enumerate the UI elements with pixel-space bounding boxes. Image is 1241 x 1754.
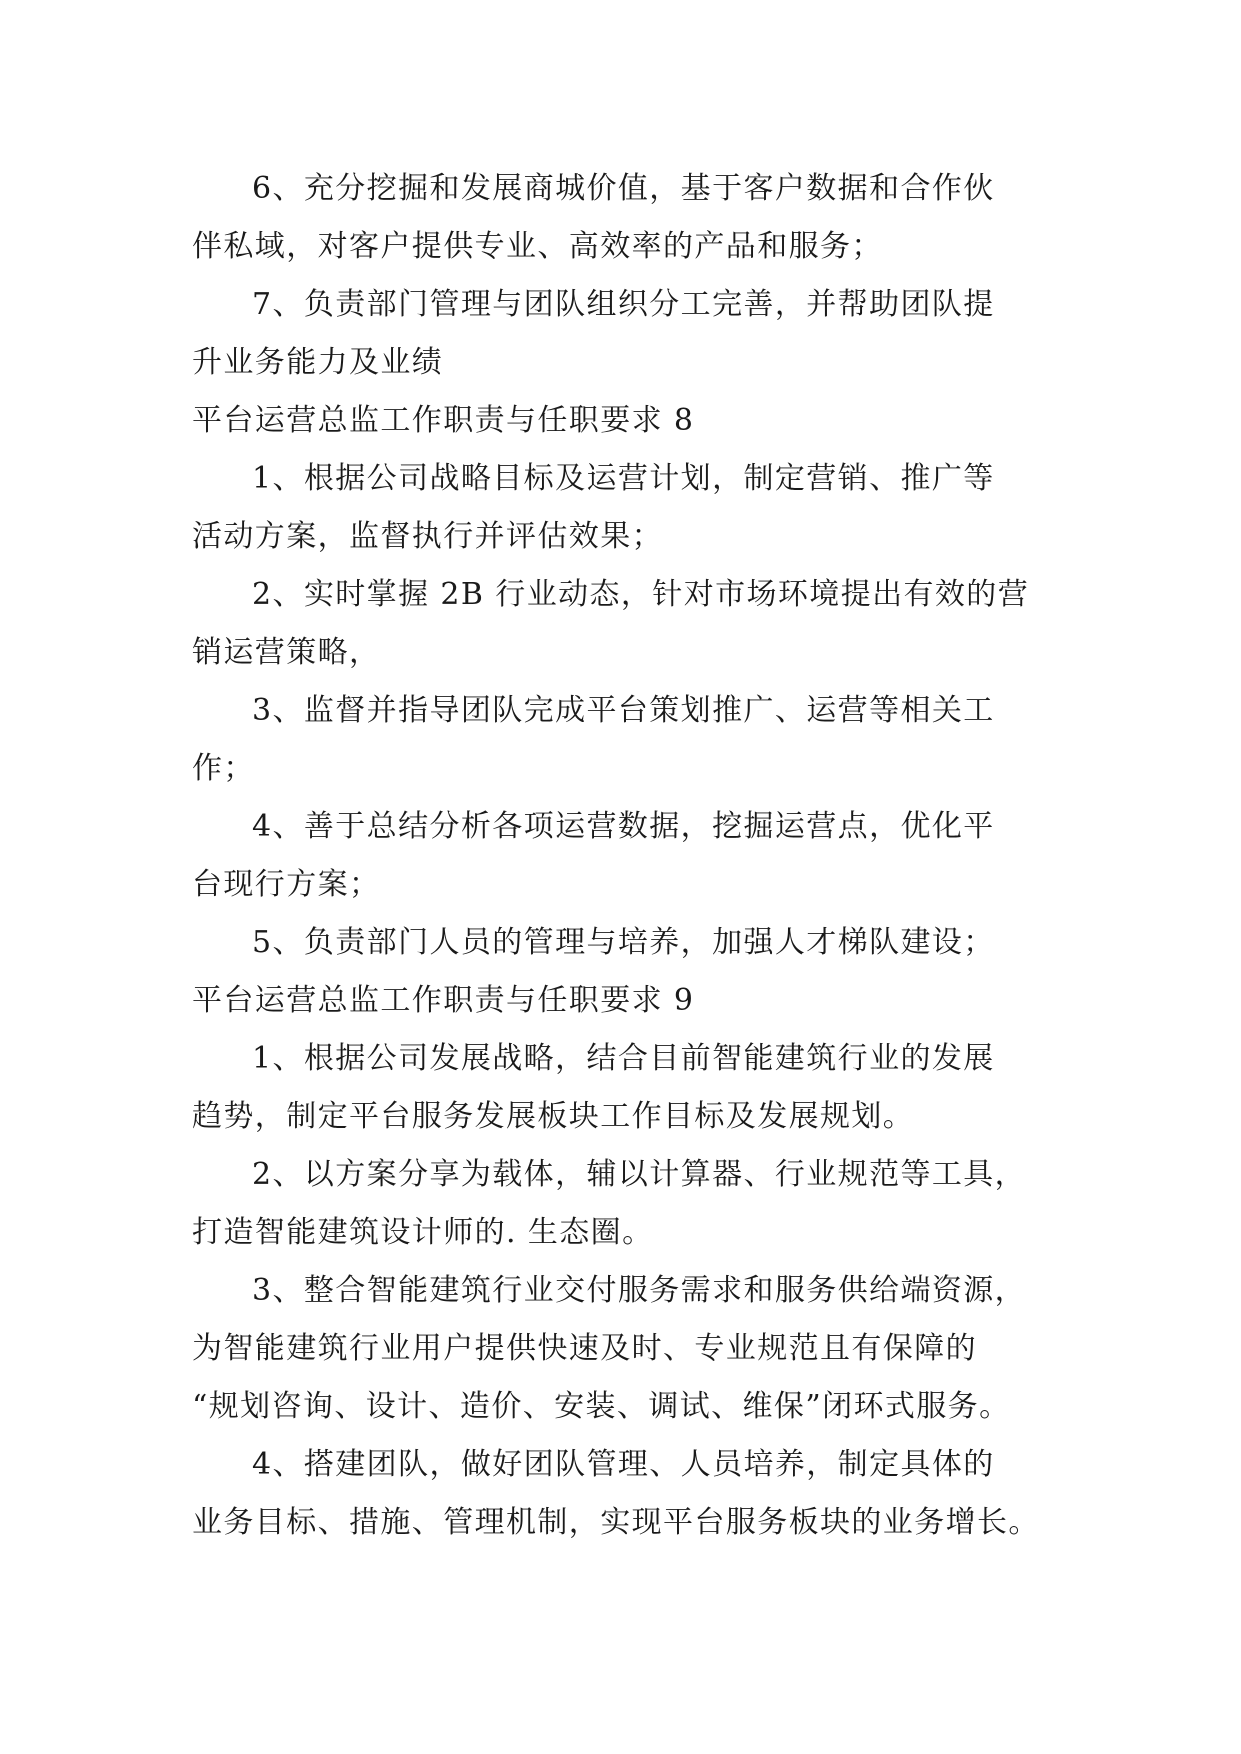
paragraph-line: 4、善于总结分析各项运营数据，挖掘运营点，优化平 [252,809,995,844]
paragraph-line: 伴私域，对客户提供专业、高效率的产品和服务； [192,229,883,264]
paragraph-line: 5、负责部门人员的管理与培养，加强人才梯队建设； [252,925,995,960]
paragraph-line: 3、监督并指导团队完成平台策划推广、运营等相关工 [252,693,995,728]
paragraph-line: 3、整合智能建筑行业交付服务需求和服务供给端资源， [252,1273,1027,1308]
paragraph-line: 7、负责部门管理与团队组织分工完善，并帮助团队提 [252,287,995,322]
paragraph-line: 1、根据公司战略目标及运营计划，制定营销、推广等 [252,461,995,496]
paragraph-line: 2、实时掌握 2B 行业动态，针对市场环境提出有效的营 [252,577,1030,612]
paragraph-line: 6、充分挖掘和发展商城价值，基于客户数据和合作伙 [252,171,995,206]
paragraph-line: 销运营策略， [192,635,381,670]
paragraph-line: 打造智能建筑设计师的. 生态圈。 [192,1215,654,1250]
paragraph-line: 作； [192,751,255,786]
paragraph-line: 业务目标、措施、管理机制，实现平台服务板块的业务增长。 [192,1505,1040,1540]
paragraph-line: 活动方案，监督执行并评估效果； [192,519,663,554]
paragraph-line: 台现行方案； [192,867,381,902]
paragraph-line: 1、根据公司发展战略，结合目前智能建筑行业的发展 [252,1041,995,1076]
paragraph-line: 升业务能力及业绩 [192,345,444,380]
section-heading: 平台运营总监工作职责与任职要求 8 [192,403,695,438]
paragraph-line: 为智能建筑行业用户提供快速及时、专业规范且有保障的 [192,1331,977,1366]
paragraph-line: “规划咨询、设计、造价、安装、调试、维保”闭环式服务。 [192,1389,1011,1424]
paragraph-line: 2、以方案分享为载体，辅以计算器、行业规范等工具， [252,1157,1027,1192]
section-heading: 平台运营总监工作职责与任职要求 9 [192,983,695,1018]
paragraph-line: 4、搭建团队，做好团队管理、人员培养，制定具体的 [252,1447,995,1482]
document-body [192,160,1052,1552]
paragraph-line: 趋势，制定平台服务发展板块工作目标及发展规划。 [192,1099,915,1134]
